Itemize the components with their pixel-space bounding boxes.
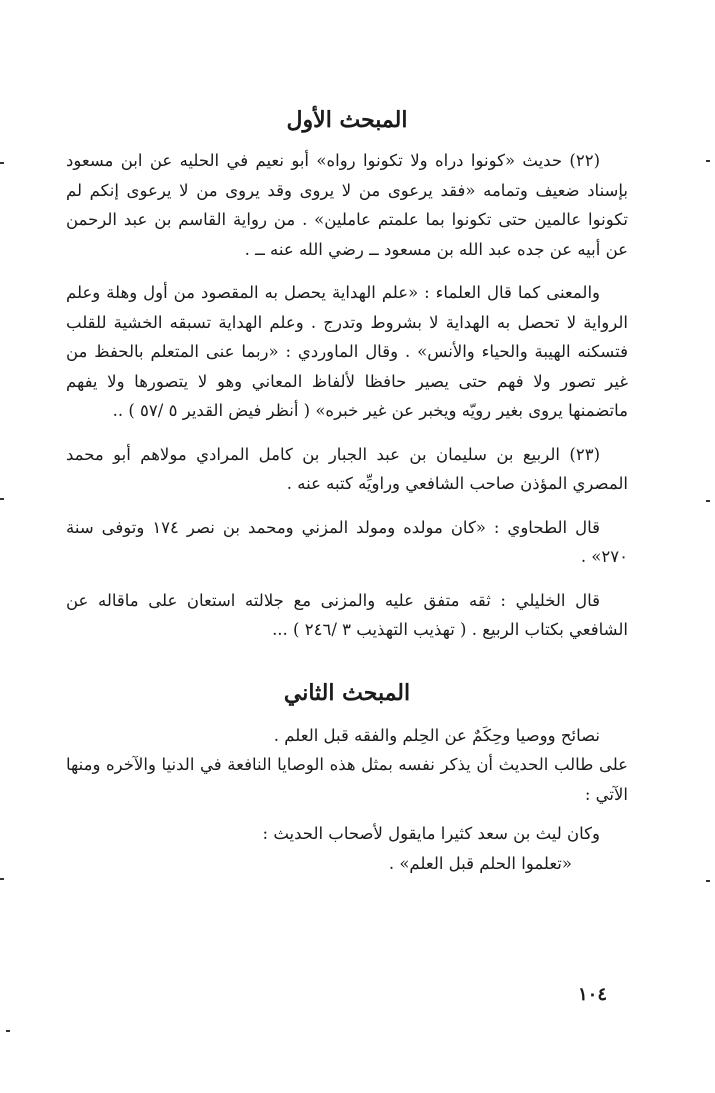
margin-mark: [6, 1030, 10, 1032]
paragraph-tahawi: قال الطحاوي : «كان مولده ومولد المزني ومحمد بن نصر ١٧٤ وتوفى سنة ٢٧٠» .: [66, 517, 628, 566]
section-2-title: المبحث الثاني: [283, 679, 411, 706]
margin-mark: [0, 498, 4, 500]
page-number: ١٠٤: [578, 984, 608, 1005]
section-1-title: المبحث الأول: [286, 107, 408, 133]
paragraph-layth: وكان ليث بن سعد كثيرا مايقول لأصحاب الحديث :: [262, 824, 600, 843]
footnote-22: (٢٢) حديث «كونوا دراه ولا تكونوا رواه» أبو نعيم في الحليه عن ابن مسعود بإسناد ضعيف وتمامه «فقد يرعوى من لا يروى وقد يروى من لا يرعوى إنكم لم تكونوا عالمين حتى تكونوا بما علمتم عاملين» . من رواية القاسم بن عبد الرحمن عن أبيه عن جده عبد الله بن مسعود ــ رضي الله عنه ــ .: [66, 151, 628, 259]
margin-mark: [0, 162, 4, 164]
margin-mark: [706, 160, 710, 162]
paragraph-quote: «تعلموا الحلم قبل العلم» .: [388, 853, 572, 873]
book-page: [66, 100, 628, 878]
margin-mark: [0, 878, 4, 880]
margin-mark: [706, 880, 710, 882]
footnote-23: (٢٣) الربيع بن سليمان بن عبد الجبار بن كامل المرادي مولاهم أبو محمد المصري المؤذن صاحب الشافعي وراويِّه كتبه عنه .: [66, 444, 628, 493]
margin-mark: [706, 500, 710, 502]
paragraph-student: على طالب الحديث أن يذكر نفسه بمثل هذه الوصايا النافعة في الدنيا والآخره ومنها الآتي :: [66, 755, 628, 804]
paragraph-advice: نصائح ووصيا وحِكَمٌ عن الحِلم والفقه قبل العلم .: [273, 725, 600, 745]
paragraph-khalili: قال الخليلي : ثقه متفق عليه والمزنى مع جلالته استعان على ماقاله عن الشافعي بكتاب الربيع . ( تهذيب التهذيب ٣ /٢٤٦ ) ...: [66, 590, 628, 639]
paragraph-meaning: والمعنى كما قال العلماء : «علم الهداية يحصل به المقصود من أول وهلة وعلم الرواية لا تحصل به الهداية لا بشروط وتدرج . وعلم الهداية تسبقه الخشية للقلب فتسكنه الهيبة والحياء والأنس» . وقال الماوردي : «ربما عنى المتعلم بالحفظ من غير تصور ولا فهم حتى يصير حافظا لألفاظ المعاني وهو لا يتصورها ولا يفهم ماتضمنها يروى بغير رويّه ويخبر عن غير خبره» ( أنظر فيض القدير ٥ /٥٧ ) ..: [66, 283, 628, 420]
